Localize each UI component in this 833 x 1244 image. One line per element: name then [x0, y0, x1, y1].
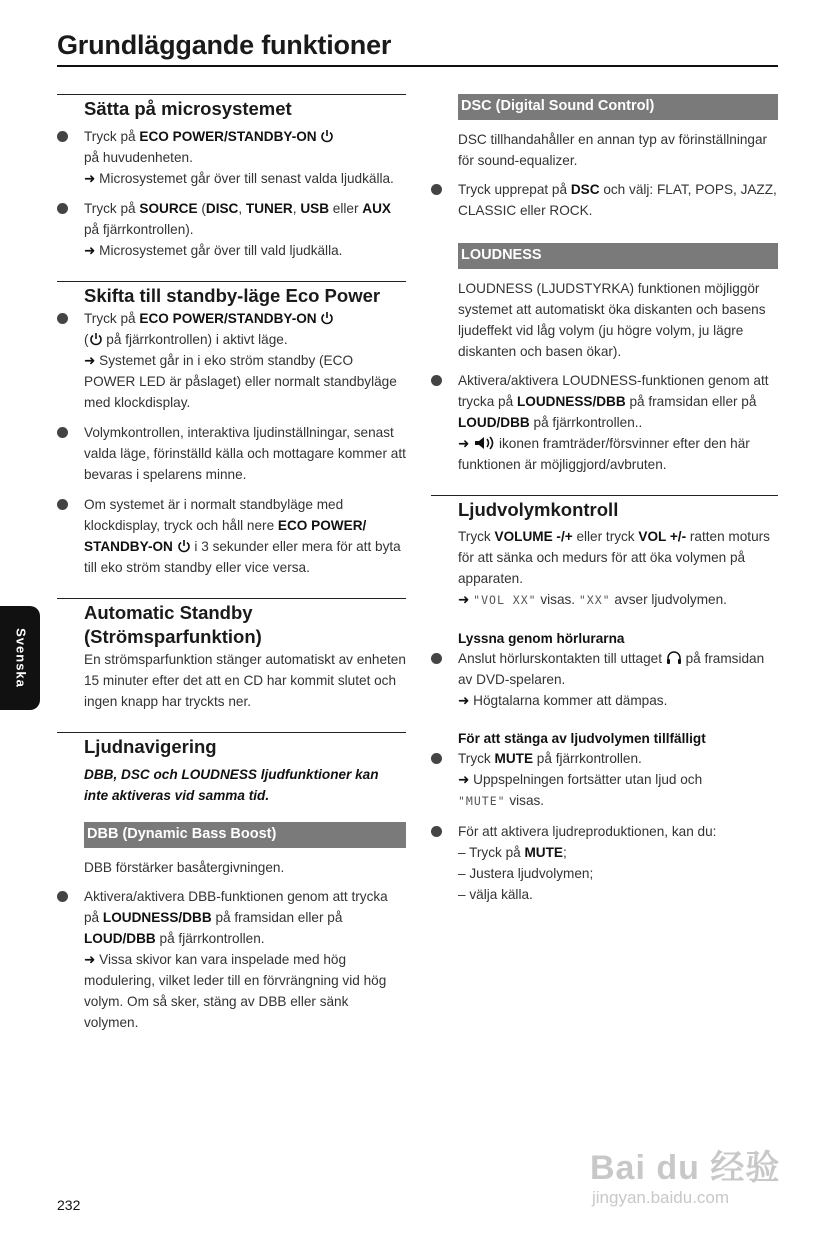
list-item: Anslut hörlurskontakten till uttaget på framsidan av DVD-spelaren. ➜ Högtalarna kommer att dämpas. — [431, 648, 778, 711]
section-heading: Skifta till standby-läge Eco Power — [84, 285, 381, 306]
section-text: DBB förstärker basåtergivningen. — [84, 860, 285, 875]
arrow-icon: ➜ — [84, 243, 96, 258]
section-sound-nav — [57, 732, 406, 1033]
section-power-on — [57, 94, 406, 261]
left-column — [57, 94, 406, 1053]
list-item: Aktivera/aktivera LOUDNESS-funktionen genom att trycka på LOUDNESS/DBB på framsidan eller på LOUD/DBB på fjärrkontrollen.. ➜ ikonen framträder/försvinner efter den här funktionen är möjliggjord/avbruten. — [431, 370, 778, 475]
bullet-icon — [431, 826, 442, 837]
right-column — [431, 94, 778, 925]
section-heading: Sätta på microsystemet — [84, 98, 292, 119]
section-note: DBB, DSC och LOUDNESS ljudfunktioner kan inte aktiveras vid samma tid. — [84, 767, 379, 803]
page-number: 232 — [57, 1197, 81, 1213]
page-title: Grundläggande funktioner — [57, 30, 778, 67]
arrow-icon: ➜ — [84, 171, 96, 186]
section-text: En strömsparfunktion stänger automatiskt av enheten 15 minuter efter det att en CD har kommit slutet och ingen knapp har tryckts ner. — [84, 652, 406, 709]
bullet-icon — [57, 131, 68, 142]
power-icon — [320, 129, 334, 143]
list-item: Tryck på SOURCE (DISC, TUNER, USB eller AUX på fjärrkontrollen). ➜ Microsystemet går över till vald ljudkälla. — [57, 198, 406, 261]
section-eco-standby — [57, 281, 406, 578]
section-heading: Automatic Standby (Strömsparfunktion) — [84, 602, 262, 647]
section-text: Tryck VOLUME -/+ eller tryck VOL +/- ratten moturs för att sänka och medurs för att öka volymen på apparaten. ➜ "VOL XX" visas. "XX" avser ljudvolymen. — [458, 529, 770, 607]
watermark-url: jingyan.baidu.com — [592, 1188, 730, 1207]
lcd-text: "VOL XX" — [473, 593, 537, 607]
arrow-icon: ➜ — [458, 592, 470, 607]
section-text: DSC tillhandahåller en annan typ av förinställningar för sound-equalizer. — [458, 132, 768, 168]
loudness-icon — [473, 436, 495, 450]
section-heading: Ljudvolymkontroll — [458, 499, 619, 520]
list-item: Om systemet är i normalt standbyläge med klockdisplay, tryck och håll nere ECO POWER/ STANDBY-ON i 3 sekunder eller mera för att byta till eko ström standby eller vice versa. — [57, 494, 406, 578]
power-icon — [177, 539, 191, 553]
list-item: Tryck på ECO POWER/STANDBY-ON ( på fjärrkontrollen) i aktivt läge. ➜ Systemet går in i eko ström standby (ECO POWER LED är påslaget) eller normalt standbyläge med klockdisplay. — [57, 308, 406, 413]
arrow-icon: ➜ — [458, 693, 470, 708]
bullet-icon — [431, 375, 442, 386]
arrow-icon: ➜ — [84, 952, 96, 967]
watermark — [590, 1118, 790, 1218]
arrow-icon: ➜ — [458, 436, 470, 451]
arrow-icon: ➜ — [84, 353, 96, 368]
list-item: Tryck på ECO POWER/STANDBY-ON på huvudenheten. ➜ Microsystemet går över till senast valda ljudkälla. — [57, 126, 406, 189]
section-dsc — [431, 94, 778, 221]
subheading-headphones: Lyssna genom hörlurarna — [458, 631, 625, 646]
watermark-logo: Bai du 经验 — [590, 1149, 781, 1187]
section-volume — [431, 495, 778, 905]
language-tab: Svenska — [0, 606, 40, 710]
headphones-icon — [666, 651, 682, 665]
bullet-icon — [57, 499, 68, 510]
section-text: LOUDNESS (LJUDSTYRKA) funktionen möjliggör systemet att automatiskt öka diskanten och basens ljudeffekt vid låg volym (ju högre volym, ju lägre diskanten och basen ökar). — [458, 281, 766, 359]
subsection-bar: DBB (Dynamic Bass Boost) — [84, 822, 406, 848]
lcd-text: "XX" — [578, 593, 611, 607]
bullet-icon — [57, 427, 68, 438]
subheading-mute: För att stänga av ljudvolymen tillfälligt — [458, 731, 706, 746]
bullet-icon — [431, 653, 442, 664]
list-item: Volymkontrollen, interaktiva ljudinställningar, senast valda läge, förinställd källa och mottagare kommer att bevaras i spelarens minne. — [57, 422, 406, 485]
subsection-bar: DSC (Digital Sound Control) — [458, 94, 778, 120]
lcd-text: "MUTE" — [458, 794, 506, 808]
section-heading: Ljudnavigering — [84, 736, 217, 757]
bullet-icon — [57, 891, 68, 902]
bullet-icon — [431, 184, 442, 195]
power-icon — [320, 311, 334, 325]
bullet-icon — [57, 203, 68, 214]
bullet-icon — [57, 313, 68, 324]
section-loudness — [431, 241, 778, 475]
list-item: Aktivera/aktivera DBB-funktionen genom att trycka på LOUDNESS/DBB på framsidan eller på LOUD/DBB på fjärrkontrollen. ➜ Vissa skivor kan vara inspelade med hög modulering, vilket leder till en förvrängning vid hög volym. Om så sker, stäng av DBB eller sänk volymen. — [57, 886, 406, 1033]
arrow-icon: ➜ — [458, 772, 470, 787]
subsection-bar: LOUDNESS — [458, 243, 778, 269]
list-item: För att aktivera ljudreproduktionen, kan du: – Tryck på MUTE; – Justera ljudvolymen; – välja källa. — [431, 821, 778, 905]
section-auto-standby — [57, 598, 406, 712]
list-item: Tryck upprepat på DSC och välj: FLAT, POPS, JAZZ, CLASSIC eller ROCK. — [431, 179, 778, 221]
list-item: Tryck MUTE på fjärrkontrollen. ➜ Uppspelningen fortsätter utan ljud och "MUTE" visas. — [431, 748, 778, 812]
power-icon — [89, 332, 103, 346]
bullet-icon — [431, 753, 442, 764]
